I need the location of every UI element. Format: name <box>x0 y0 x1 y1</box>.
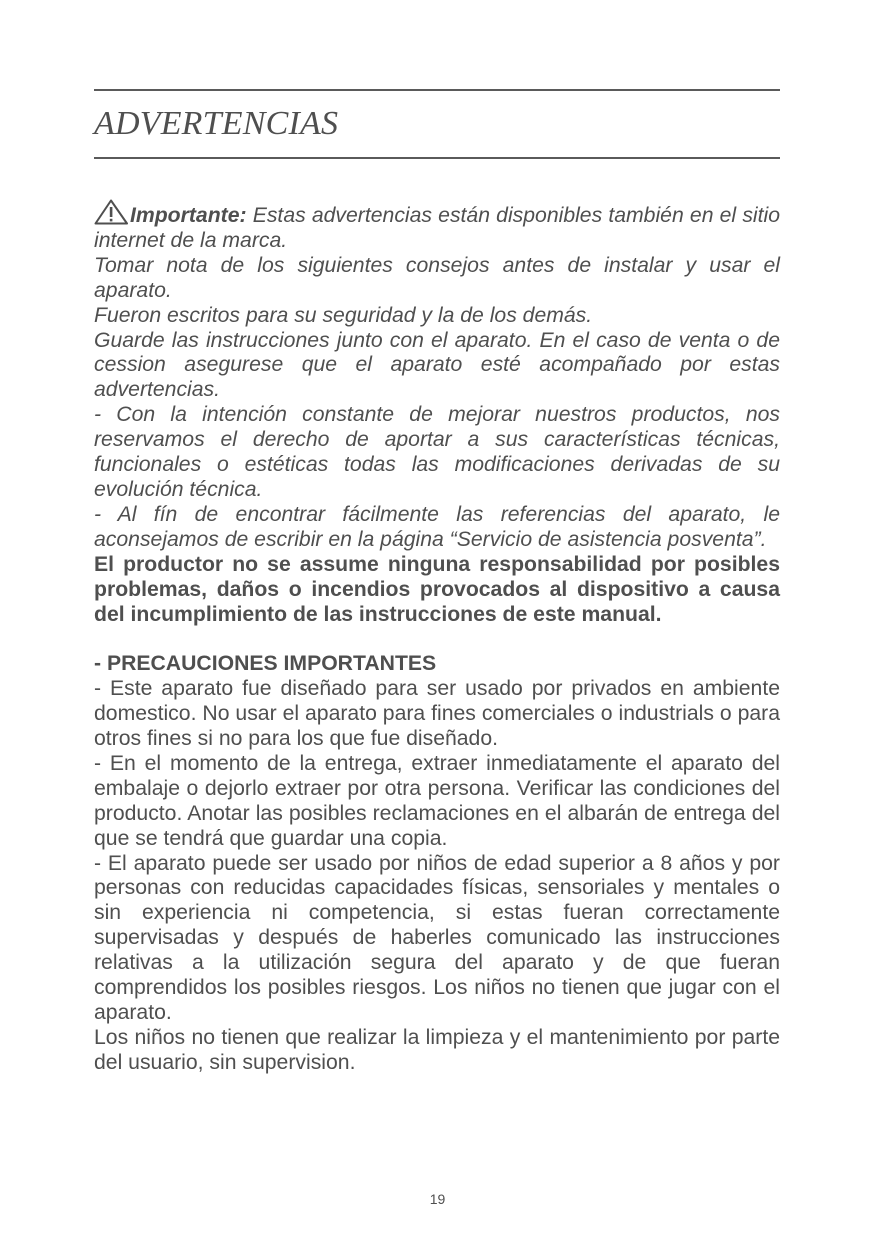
page-title: ADVERTENCIAS <box>94 105 339 142</box>
important-label: Importante: <box>130 204 247 227</box>
warning-icon <box>94 199 130 225</box>
intro-paragraph-2: Fueron escritos para su seguridad y la de los demás. <box>94 303 593 327</box>
intro-paragraph-4: - Con la intención constante de mejorar nuestros productos, nos reservamos el derecho de aportar a sus características técnicas, funcionales o estéticas todas las modificaciones derivadas de su evolución técnica. <box>94 403 780 501</box>
page-number: 19 <box>429 1191 446 1207</box>
precautions-paragraph-3: - El aparato puede ser usado por niños de edad superior a 8 años y por personas con reducidas capacidades físicas, sensoriales y mentales o sin experiencia ni competencia, si estas fueran correctamente supervisadas y después de haberles comunicado las instrucciones relativas a la utilización segura del aparato y de que fueran comprendidos los posibles riesgos. Los niños no tienen que jugar con el aparato. <box>94 851 780 1024</box>
precautions-paragraph-4: Los niños no tienen que realizar la limpieza y el mantenimiento por parte del usuario, sin supervision. <box>94 1025 780 1074</box>
intro-paragraph-1: Tomar nota de los siguientes consejos antes de instalar y usar el aparato. <box>94 253 780 302</box>
spacer <box>94 627 780 652</box>
content <box>94 199 780 1076</box>
precautions-heading: - PRECAUCIONES IMPORTANTES <box>94 652 437 676</box>
intro-paragraph-5: - Al fín de encontrar fácilmente las referencias del aparato, le aconsejamos de escribir en la página “Servicio de asistencia posventa”. <box>94 502 780 551</box>
important-text: Estas advertencias están disponibles también en el sitio internet de la marca. <box>94 204 780 252</box>
intro-paragraph-3: Guarde las instrucciones junto con el aparato. En el caso de venta o de cession asegurese que el aparato esté acompañado por estas advertencias. <box>94 328 780 402</box>
disclaimer: El productor no se assume ninguna responsabilidad por posibles problemas, daños o incendios provocados al dispositivo a causa del incumplimiento de las instrucciones de este manual. <box>94 552 780 626</box>
precautions-paragraph-2: - En el momento de la entrega, extraer inmediatamente el aparato del embalaje o dejorlo extraer por otra persona. Verificar las condiciones del producto. Anotar las posibles reclamaciones en el albarán de entrega del que se tendrá que guardar una copia. <box>94 751 780 850</box>
bottom-rule <box>94 157 780 159</box>
precautions-paragraph-1: - Este aparato fue diseñado para ser usado por privados en ambiente domestico. No usar el aparato para fines comerciales o industrials o para otros fines si no para los que fue diseñado. <box>94 677 780 751</box>
top-rule <box>94 89 780 91</box>
important-notice <box>94 199 780 254</box>
